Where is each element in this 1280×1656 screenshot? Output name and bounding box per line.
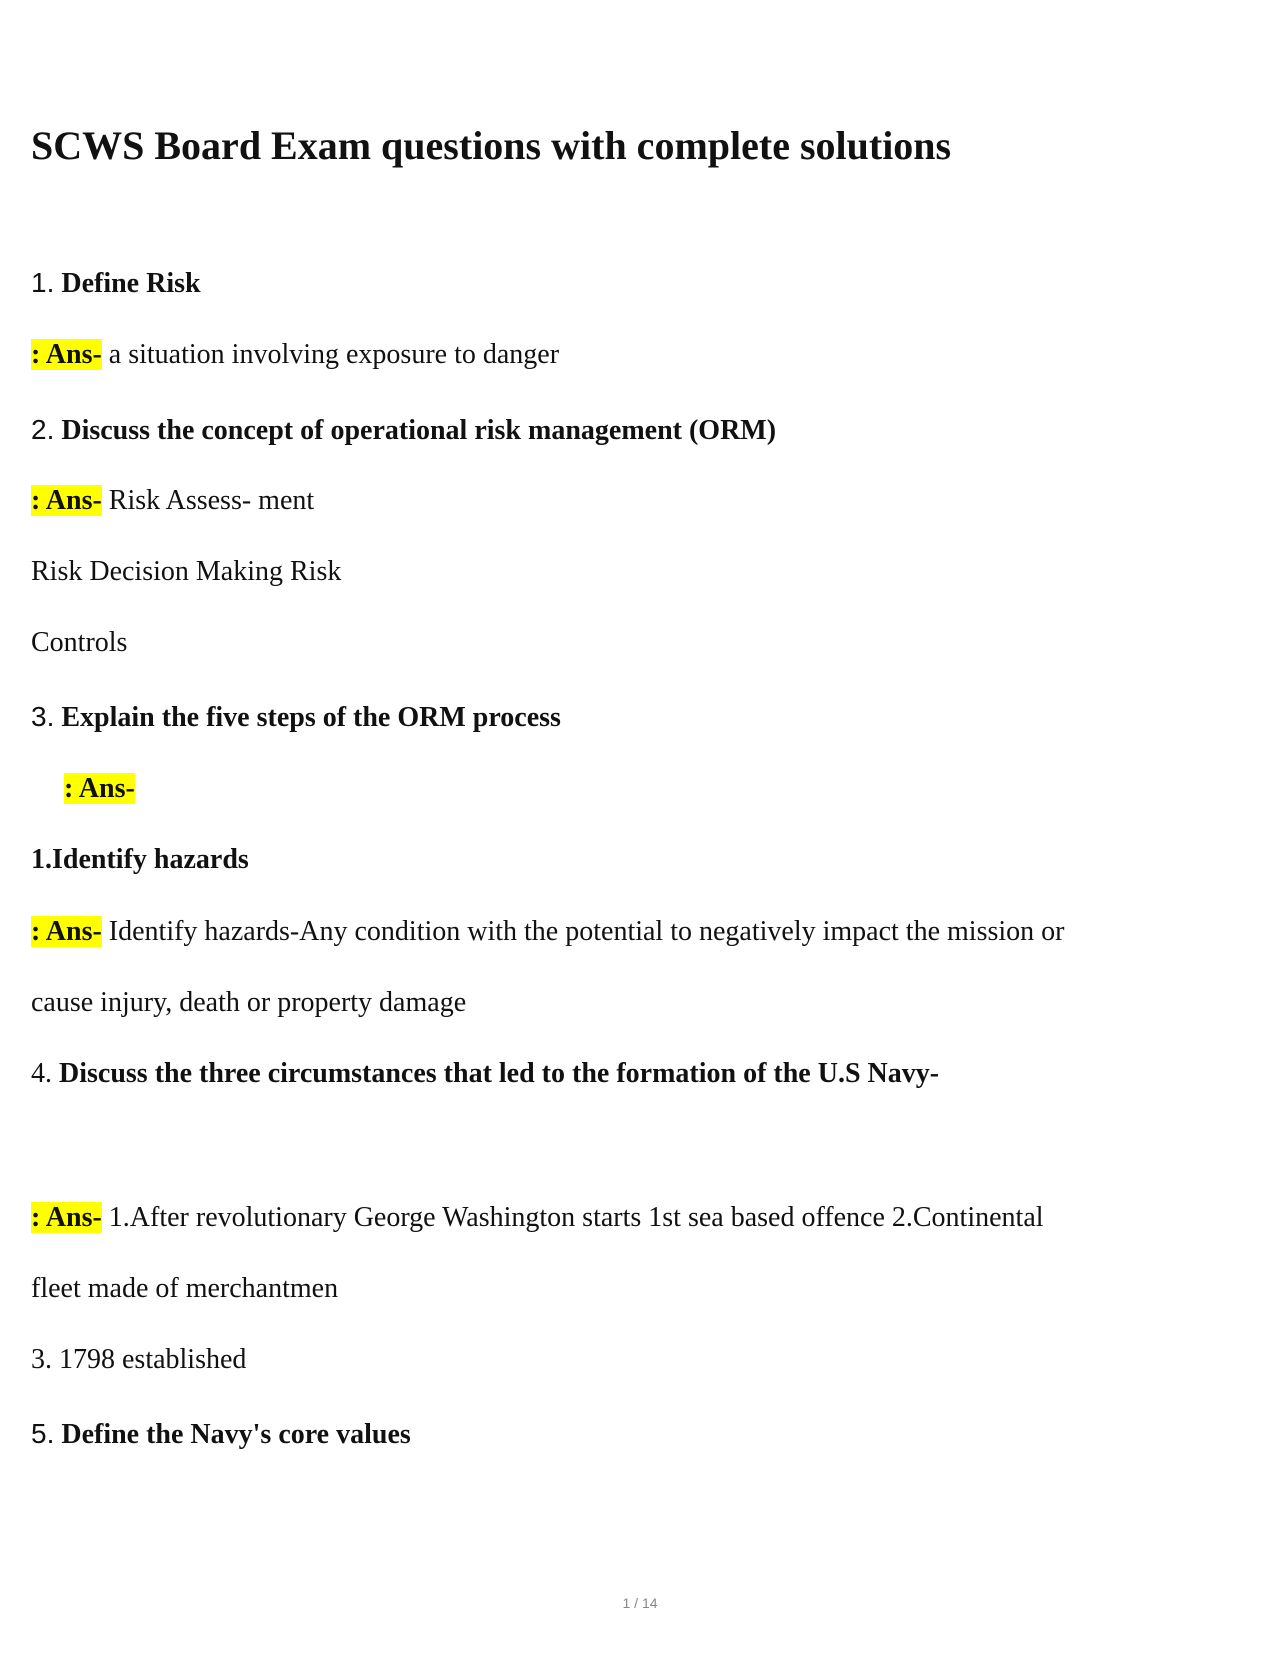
page-indicator: 1 / 14 [622, 1595, 658, 1611]
question-text: Discuss the three circumstances that led to the formation of the U.S Navy- [59, 1058, 940, 1089]
answer-label: : Ans- [31, 339, 102, 370]
answer-label: : Ans- [31, 485, 102, 516]
question-2 [31, 412, 776, 449]
answer-label: : Ans- [31, 1202, 102, 1233]
answer-label: : Ans- [64, 773, 135, 804]
answer-text: Identify hazards-Any condition with the potential to negatively impact the mission or [108, 916, 1065, 947]
question-5 [31, 1416, 411, 1453]
question-1 [31, 265, 201, 302]
sub-step-identify-hazards: 1.Identify hazards [31, 844, 249, 875]
answer-4 [31, 1200, 1044, 1236]
answer-text: 1.After revolutionary George Washington starts 1st sea based offence 2.Continental [108, 1202, 1044, 1233]
question-text: Define the Navy's core values [61, 1419, 411, 1450]
question-3 [31, 699, 561, 736]
question-number: 1. [31, 267, 55, 298]
answer-2 [31, 483, 314, 519]
question-4 [31, 1056, 939, 1092]
answer-4-line-2: fleet made of merchantmen [31, 1273, 339, 1304]
answer-text: Risk Assess- ment [108, 485, 315, 516]
question-number: 5. [31, 1418, 55, 1449]
answer-1 [31, 337, 559, 373]
sub-answer-line-2: cause injury, death or property damage [31, 987, 467, 1018]
answer-4-line-3: 3. 1798 established [31, 1344, 247, 1375]
answer-2-line-3: Controls [31, 627, 128, 658]
document-title: SCWS Board Exam questions with complete solutions [31, 123, 952, 168]
sub-answer [31, 914, 1064, 950]
answer-text: a situation involving exposure to danger [108, 339, 560, 370]
question-text: Discuss the concept of operational risk management (ORM) [61, 415, 777, 446]
question-number: 2. [31, 414, 55, 445]
answer-2-line-2: Risk Decision Making Risk [31, 556, 342, 587]
question-text: Explain the five steps of the ORM process [61, 702, 561, 733]
answer-label: : Ans- [31, 916, 102, 947]
question-number: 4. [31, 1058, 52, 1089]
question-text: Define Risk [61, 268, 201, 299]
answer-3 [64, 771, 135, 807]
question-number: 3. [31, 701, 55, 732]
